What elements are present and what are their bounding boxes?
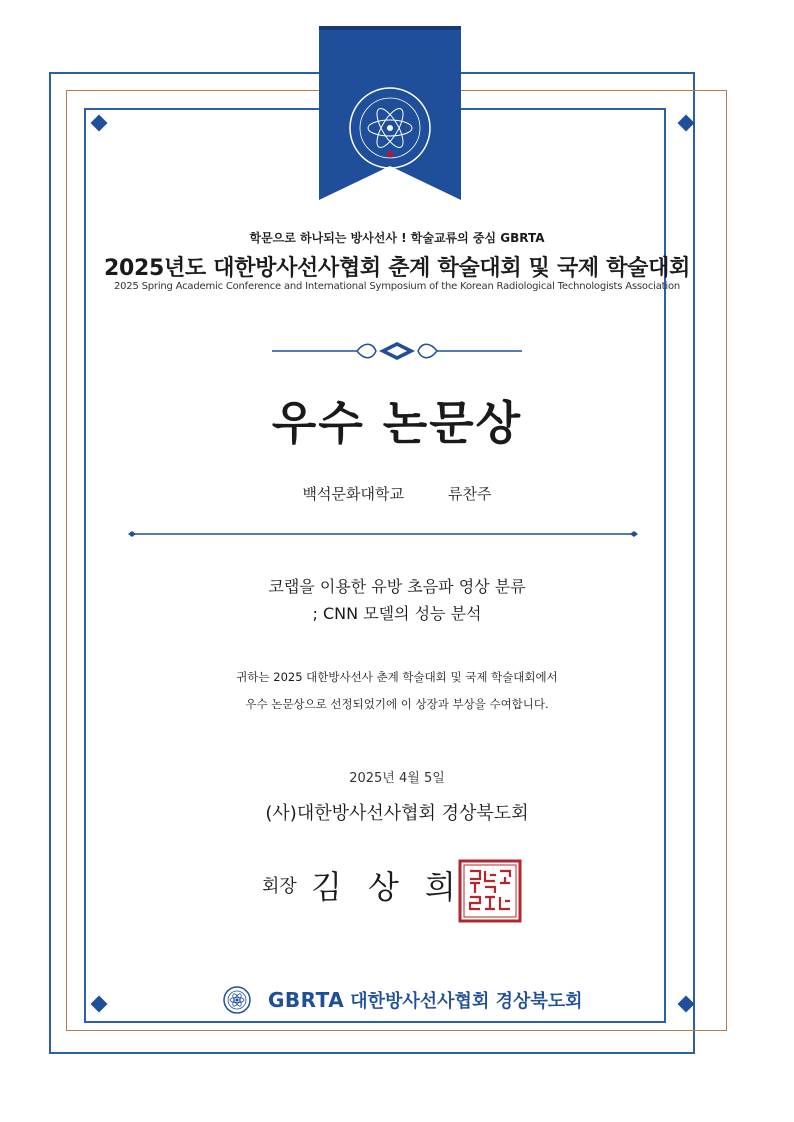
line-divider	[128, 530, 638, 538]
paper-title-line1: 코랩을 이용한 유방 초음파 영상 분류	[268, 577, 526, 596]
footer-brand-name: GBRTA	[268, 988, 345, 1012]
award-date: 2025년 4월 5일	[349, 771, 445, 786]
paper-title-line2: ; CNN 모델의 성능 분석	[312, 604, 482, 623]
conference-title: 2025년도 대한방사선사협회 춘계 학술대회 및 국제 학술대회	[103, 256, 691, 281]
ornament-divider-icon	[272, 338, 522, 364]
gbrta-logo-icon	[223, 986, 251, 1014]
tagline: 학문으로 하나되는 방사선사 ! 학술교류의 중심 GBRTA	[249, 231, 545, 245]
official-seal-icon	[458, 859, 522, 923]
signer-name: 김상희	[311, 868, 482, 906]
award-title: 우수 논문상	[271, 396, 523, 450]
footer-brand	[268, 987, 583, 1013]
conference-title-english: 2025 Spring Academic Conference and International Symposium of the Korean Radiological Technologists Association	[113, 281, 680, 292]
issuing-organization: (사)대한방사선사협회 경상북도회	[265, 803, 529, 824]
recipient-affiliation: 백석문화대학교	[302, 485, 404, 503]
body-line2: 우수 논문상으로 선정되었기에 이 상장과 부상을 수여합니다.	[245, 697, 549, 711]
signer-title: 회장	[262, 876, 297, 897]
body-line1: 귀하는 2025 대한방사선사 춘계 학술대회 및 국제 학술대회에서	[236, 670, 558, 684]
paper-title	[0, 573, 794, 627]
ribbon-emblem	[319, 26, 461, 200]
footer-org-name: 대한방사선사협회 경상북도회	[350, 991, 583, 1012]
recipient-name: 류찬주	[447, 485, 492, 503]
certificate-body	[0, 664, 794, 718]
recipient	[0, 483, 794, 504]
